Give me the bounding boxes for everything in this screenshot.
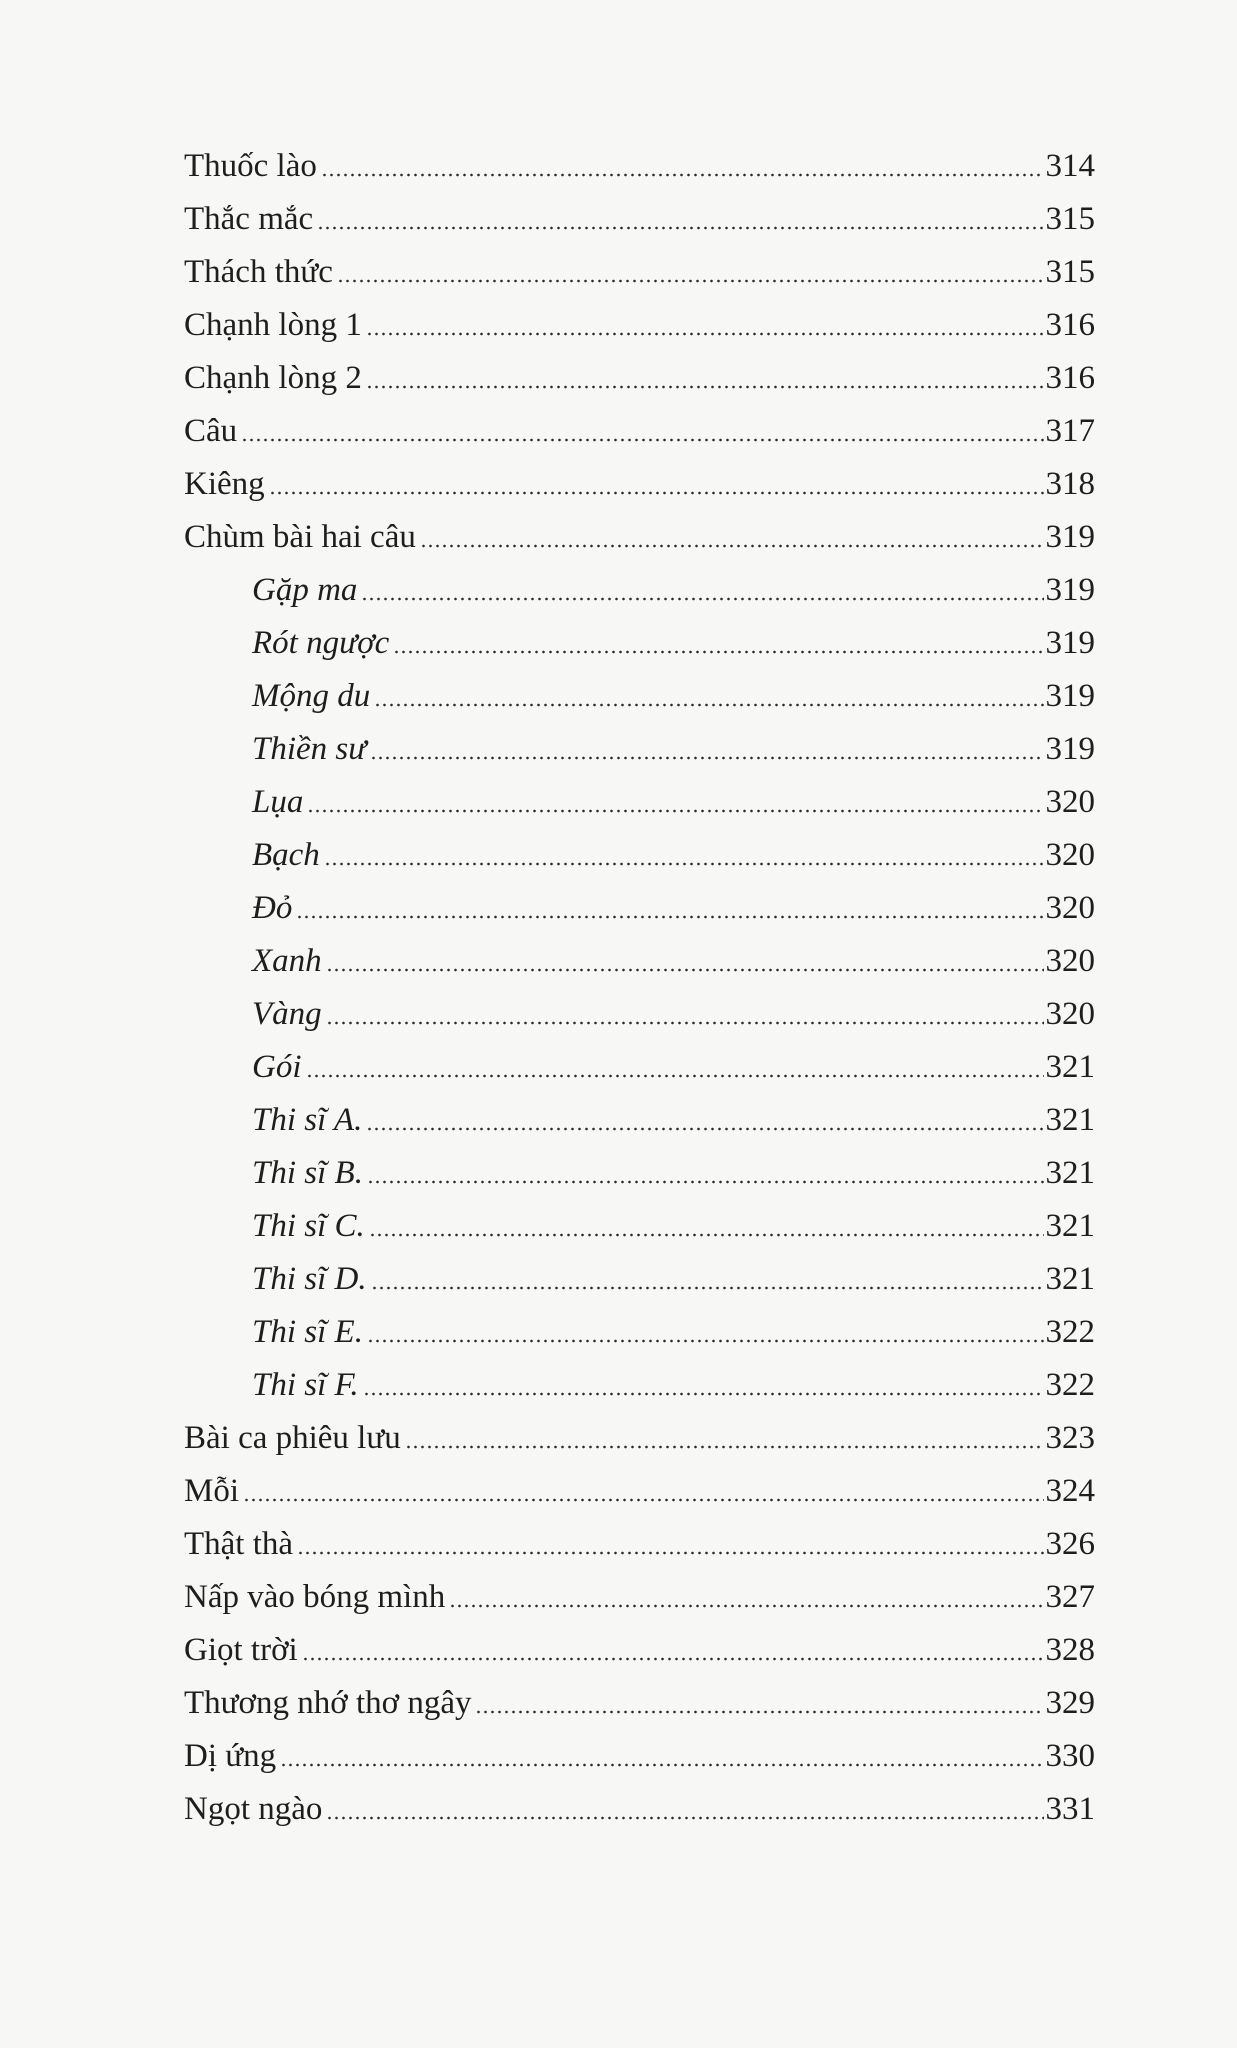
entry-title: Rót ngược: [252, 625, 390, 661]
dot-leader: [361, 597, 1043, 601]
entry-title: Bài ca phiêu lưu: [184, 1420, 401, 1456]
toc-subentry: [252, 716, 1095, 769]
entry-page-number: 322: [1045, 1367, 1095, 1403]
entry-title: Nấp vào bóng mình: [184, 1579, 446, 1615]
entry-page-number: 326: [1045, 1526, 1095, 1562]
toc-entry: [184, 451, 1095, 504]
toc-entry: [184, 292, 1095, 345]
entry-title: Thi sĩ A.: [252, 1102, 363, 1138]
dot-leader: [370, 756, 1043, 760]
entry-page-number: 315: [1045, 254, 1095, 290]
dot-leader: [374, 703, 1043, 707]
entry-title: Thương nhớ thơ ngây: [184, 1685, 472, 1721]
toc-entry: [184, 1458, 1095, 1511]
entry-page-number: 323: [1045, 1420, 1095, 1456]
toc-subentry: [252, 610, 1095, 663]
toc-subentry: [252, 928, 1095, 981]
dot-leader: [326, 1021, 1044, 1025]
entry-page-number: 321: [1045, 1155, 1095, 1191]
toc-subentry: [252, 1246, 1095, 1299]
toc-subentry: [252, 1034, 1095, 1087]
entry-title: Gói: [252, 1049, 302, 1085]
entry-title: Thắc mắc: [184, 201, 314, 237]
dot-leader: [243, 1498, 1043, 1502]
dot-leader: [369, 1233, 1044, 1237]
entry-title: Xanh: [252, 943, 322, 979]
entry-title: Thi sĩ B.: [252, 1155, 363, 1191]
entry-title: Lụa: [252, 784, 304, 820]
toc-entry: [184, 1511, 1095, 1564]
toc-subentry: [252, 875, 1095, 928]
entry-page-number: 318: [1045, 466, 1095, 502]
entry-title: Chùm bài hai câu: [184, 519, 416, 555]
dot-leader: [306, 1074, 1044, 1078]
entry-page-number: 319: [1045, 625, 1095, 661]
entry-page-number: 331: [1045, 1791, 1095, 1827]
dot-leader: [366, 385, 1044, 389]
entry-title: Gặp ma: [252, 572, 358, 608]
toc-subentry: [252, 1087, 1095, 1140]
dot-leader: [405, 1445, 1044, 1449]
dot-leader: [366, 1127, 1043, 1131]
dot-leader: [337, 279, 1044, 283]
entry-title: Mộng du: [252, 678, 371, 714]
dot-leader: [297, 1551, 1043, 1555]
toc-subentry: [252, 1140, 1095, 1193]
dot-leader: [269, 491, 1044, 495]
entry-page-number: 314: [1045, 148, 1095, 184]
entry-page-number: 329: [1045, 1685, 1095, 1721]
dot-leader: [241, 438, 1043, 442]
toc-entry: [184, 239, 1095, 292]
entry-title: Ngọt ngào: [184, 1791, 323, 1827]
entry-page-number: 322: [1045, 1314, 1095, 1350]
entry-page-number: 320: [1045, 837, 1095, 873]
dot-leader: [296, 915, 1043, 919]
toc-entry: [184, 186, 1095, 239]
entry-page-number: 321: [1045, 1261, 1095, 1297]
entry-title: Vàng: [252, 996, 322, 1032]
entry-page-number: 319: [1045, 572, 1095, 608]
toc-entry: [184, 1723, 1095, 1776]
toc-subentry: [252, 557, 1095, 610]
entry-title: Giọt trời: [184, 1632, 298, 1668]
entry-title: Mỗi: [184, 1473, 240, 1509]
entry-page-number: 317: [1045, 413, 1095, 449]
dot-leader: [321, 173, 1044, 177]
toc-subentry: [252, 769, 1095, 822]
entry-title: Chạnh lòng 2: [184, 360, 362, 396]
toc-entry: [184, 1776, 1095, 1829]
dot-leader: [371, 1286, 1044, 1290]
dot-leader: [367, 1339, 1044, 1343]
entry-page-number: 330: [1045, 1738, 1095, 1774]
entry-page-number: 328: [1045, 1632, 1095, 1668]
toc-subentry: [252, 1193, 1095, 1246]
entry-page-number: 324: [1045, 1473, 1095, 1509]
toc-entry: [184, 345, 1095, 398]
entry-page-number: 327: [1045, 1579, 1095, 1615]
entry-title: Thật thà: [184, 1526, 294, 1562]
dot-leader: [317, 226, 1043, 230]
entry-page-number: 316: [1045, 360, 1095, 396]
entry-title: Câu: [184, 413, 238, 449]
entry-title: Thuốc lào: [184, 148, 317, 184]
toc-entry: [184, 398, 1095, 451]
entry-page-number: 321: [1045, 1208, 1095, 1244]
entry-page-number: 319: [1045, 519, 1095, 555]
entry-page-number: 316: [1045, 307, 1095, 343]
toc-subentry: [252, 1352, 1095, 1405]
dot-leader: [449, 1604, 1043, 1608]
toc-subentry: [252, 822, 1095, 875]
entry-title: Chạnh lòng 1: [184, 307, 362, 343]
dot-leader: [324, 862, 1044, 866]
toc-subentry: [252, 1299, 1095, 1352]
toc-entry: [184, 504, 1095, 557]
entry-page-number: 315: [1045, 201, 1095, 237]
toc-subentry: [252, 981, 1095, 1034]
dot-leader: [363, 1392, 1044, 1396]
dot-leader: [326, 1816, 1043, 1820]
dot-leader: [393, 650, 1043, 654]
entry-title: Kiêng: [184, 466, 265, 502]
entry-page-number: 319: [1045, 731, 1095, 767]
entry-page-number: 320: [1045, 996, 1095, 1032]
entry-title: Thi sĩ D.: [252, 1261, 367, 1297]
entry-title: Thi sĩ E.: [252, 1314, 363, 1350]
toc-entry: [184, 1405, 1095, 1458]
entry-page-number: 319: [1045, 678, 1095, 714]
entry-title: Thi sĩ F.: [252, 1367, 359, 1403]
entry-title: Thi sĩ C.: [252, 1208, 365, 1244]
entry-title: Bạch: [252, 837, 320, 873]
toc-subentry: [252, 663, 1095, 716]
entry-page-number: 320: [1045, 943, 1095, 979]
dot-leader: [367, 1180, 1044, 1184]
entry-page-number: 320: [1045, 890, 1095, 926]
entry-title: Thách thức: [184, 254, 333, 290]
dot-leader: [326, 968, 1044, 972]
toc-entry: [184, 133, 1095, 186]
entry-page-number: 321: [1045, 1102, 1095, 1138]
entry-title: Dị ứng: [184, 1738, 277, 1774]
toc-entry: [184, 1670, 1095, 1723]
dot-leader: [280, 1763, 1043, 1767]
dot-leader: [366, 332, 1044, 336]
dot-leader: [307, 809, 1043, 813]
toc-entry: [184, 1564, 1095, 1617]
entry-title: Đỏ: [252, 890, 293, 926]
dot-leader: [420, 544, 1044, 548]
dot-leader: [475, 1710, 1043, 1714]
entry-page-number: 320: [1045, 784, 1095, 820]
entry-title: Thiền sư: [252, 731, 367, 767]
dot-leader: [302, 1657, 1044, 1661]
toc-entry: [184, 1617, 1095, 1670]
entry-page-number: 321: [1045, 1049, 1095, 1085]
